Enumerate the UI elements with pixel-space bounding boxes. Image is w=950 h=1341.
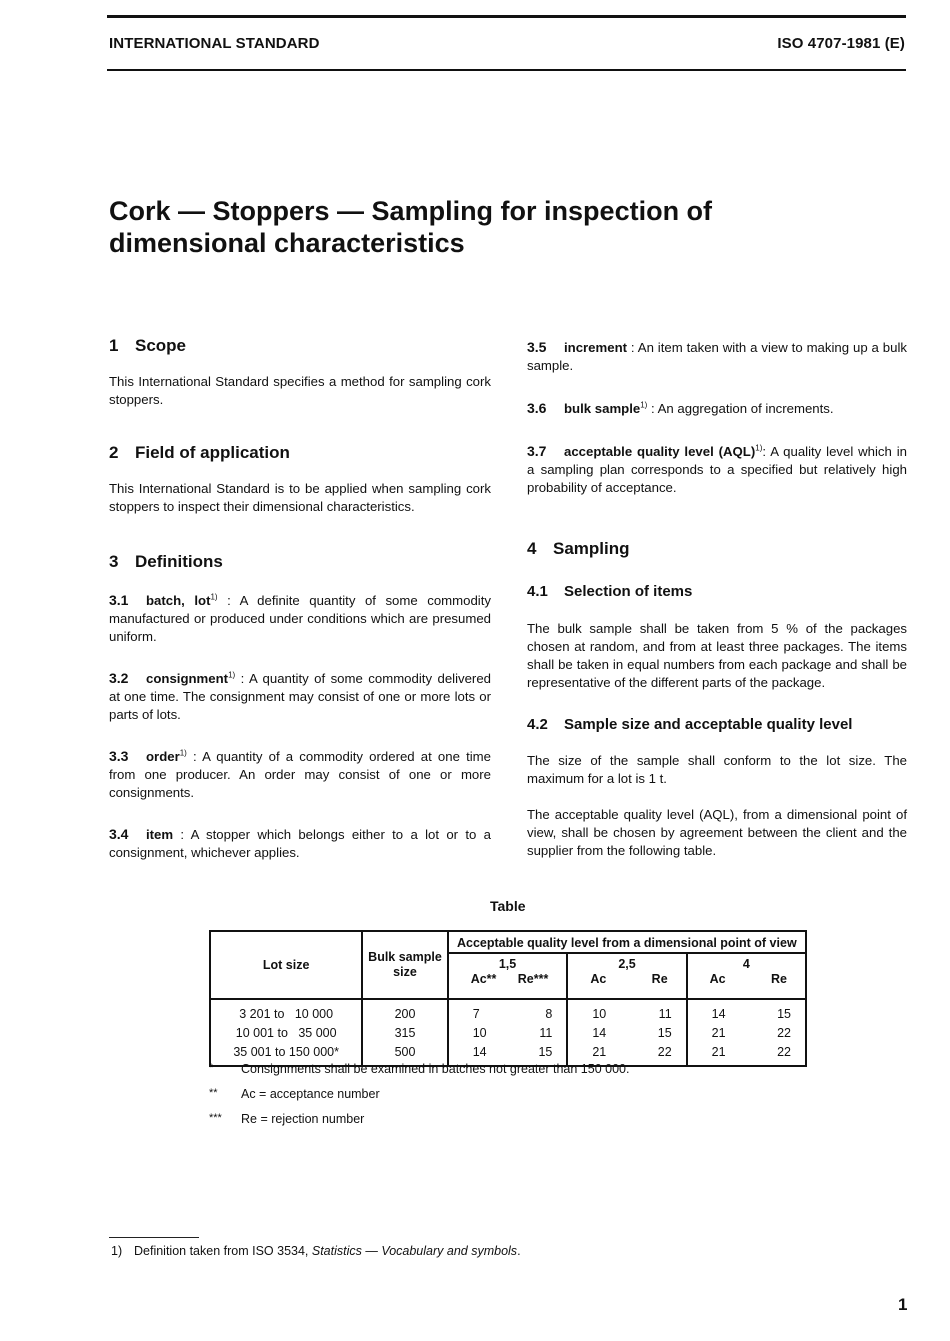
table-notes bbox=[209, 1062, 629, 1137]
footnote-ref: 1) bbox=[755, 443, 763, 453]
ac-label: Ac bbox=[709, 972, 726, 986]
standard-number: ISO 4707-1981 (E) bbox=[777, 35, 905, 52]
lot-size-column bbox=[210, 999, 362, 1066]
section-title: Scope bbox=[135, 336, 187, 355]
definition-number: 3.2 bbox=[109, 670, 129, 686]
footnote-text: Definition taken from ISO 3534, bbox=[134, 1244, 312, 1258]
definition-text: : A stopper which belongs either to a lot or to a consignment, whichever applies. bbox=[109, 827, 491, 860]
table-caption: Table bbox=[490, 898, 526, 914]
level-2-5-column bbox=[567, 999, 686, 1066]
footnote-ref: 1) bbox=[228, 670, 236, 680]
definition-text: : A quantity of some commodity delivered at one time. The consignment may consist of one or more lots or parts of lots. bbox=[109, 671, 491, 722]
right-column bbox=[527, 338, 907, 860]
footnote-ref: 1) bbox=[179, 748, 187, 758]
definition-3-5 bbox=[527, 338, 907, 375]
re-label: Re bbox=[651, 972, 668, 986]
definition-term: consignment bbox=[146, 671, 229, 686]
table-cell: 14 bbox=[711, 1007, 726, 1021]
table-note bbox=[209, 1087, 629, 1112]
table-cell: 8 bbox=[545, 1007, 553, 1021]
definition-3-3 bbox=[109, 747, 491, 802]
selection-of-items-text: The bulk sample shall be taken from 5 % of the packages chosen at random, and from at least three packages. The items shall be taken in equal numbers from each package and shall be representative of the different parts of the package. bbox=[527, 621, 907, 690]
footnote-end: . bbox=[517, 1244, 521, 1258]
definition-text: : A definite quantity of some commodity manufactured or produced under conditions which are presumed uniform. bbox=[109, 593, 491, 644]
table-cell: 21 bbox=[711, 1026, 726, 1040]
scope-text: This International Standard specifies a method for sampling cork stoppers. bbox=[109, 374, 491, 407]
note-text: Consignments shall be examined in batches not greater than 150 000. bbox=[241, 1062, 630, 1076]
note-text: Ac = acceptance number bbox=[241, 1087, 380, 1101]
subsection-heading-4-2 bbox=[527, 716, 907, 734]
definition-3-2 bbox=[109, 669, 491, 724]
re-label: Re bbox=[771, 972, 787, 986]
document-type-label: INTERNATIONAL STANDARD bbox=[109, 35, 320, 52]
definition-3-4 bbox=[109, 825, 491, 862]
table-cell: 15 bbox=[657, 1026, 672, 1040]
section-heading-field bbox=[109, 443, 491, 463]
definition-number: 3.5 bbox=[527, 339, 547, 355]
definition-number: 3.7 bbox=[527, 443, 547, 459]
definition-term: item bbox=[146, 827, 174, 842]
header-level-4 bbox=[687, 953, 806, 999]
section-title: Sampling bbox=[553, 539, 630, 558]
re-label: Re*** bbox=[517, 972, 549, 986]
table-cell: 22 bbox=[657, 1045, 672, 1059]
table-cell: 11 bbox=[658, 1007, 672, 1021]
footnote-marker: 1) bbox=[111, 1244, 123, 1258]
table-cell: 7 bbox=[472, 1007, 480, 1021]
section-number: 4 bbox=[527, 539, 537, 558]
definition-term: acceptable quality level (AQL) bbox=[564, 444, 756, 459]
footnote bbox=[111, 1244, 521, 1258]
section-title: Field of application bbox=[135, 443, 290, 462]
table-cell: 14 bbox=[472, 1045, 487, 1059]
table-cell: 200 bbox=[394, 1007, 416, 1021]
definition-term: bulk sample bbox=[564, 401, 641, 416]
header-level-2-5 bbox=[567, 953, 686, 999]
level-1-5-column bbox=[448, 999, 568, 1066]
definition-text: : A quantity of a commodity ordered at one time from one producer. An order may consist of one or more consignments. bbox=[109, 749, 491, 800]
table-cell: 10 bbox=[592, 1007, 607, 1021]
note-marker: * bbox=[209, 1062, 214, 1074]
subsection-number: 4.1 bbox=[527, 583, 548, 600]
level-4-column bbox=[687, 999, 806, 1066]
level-value: 2,5 bbox=[618, 957, 636, 971]
ac-label: Ac bbox=[590, 972, 607, 986]
table-cell: 10 001 to 35 000 bbox=[235, 1026, 337, 1040]
definition-number: 3.4 bbox=[109, 826, 129, 842]
section-number: 1 bbox=[109, 336, 119, 355]
section-heading-scope bbox=[109, 336, 491, 356]
subsection-title: Sample size and acceptable quality level bbox=[564, 716, 853, 733]
note-marker: *** bbox=[209, 1112, 222, 1124]
table-cell: 21 bbox=[711, 1045, 726, 1059]
note-marker: ** bbox=[209, 1087, 218, 1099]
table-cell: 35 001 to 150 000* bbox=[233, 1045, 339, 1059]
section-title: Definitions bbox=[135, 552, 223, 571]
definition-term: increment bbox=[564, 340, 628, 355]
header-level-1-5 bbox=[448, 953, 568, 999]
table-cell: 22 bbox=[777, 1045, 791, 1059]
definition-number: 3.1 bbox=[109, 592, 129, 608]
definition-3-1 bbox=[109, 591, 491, 646]
page-number: 1 bbox=[898, 1295, 908, 1314]
definition-number: 3.3 bbox=[109, 748, 129, 764]
header-lot-size: Lot size bbox=[210, 931, 362, 999]
table-note bbox=[209, 1062, 629, 1087]
aql-table bbox=[209, 930, 807, 1067]
table-note bbox=[209, 1112, 629, 1137]
table-cell: 15 bbox=[777, 1007, 791, 1021]
table-cell: 14 bbox=[592, 1026, 607, 1040]
section-number: 2 bbox=[109, 443, 119, 462]
definition-text: : An aggregation of increments. bbox=[647, 401, 834, 416]
ac-label: Ac** bbox=[470, 972, 497, 986]
table-cell: 315 bbox=[394, 1026, 416, 1040]
header-aql: Acceptable quality level from a dimensional point of view bbox=[448, 931, 806, 953]
subsection-number: 4.2 bbox=[527, 716, 548, 733]
table-cell: 3 201 to 10 000 bbox=[239, 1007, 334, 1021]
section-heading-sampling bbox=[527, 539, 907, 559]
subsection-heading-4-1 bbox=[527, 583, 907, 601]
definition-term: order bbox=[146, 749, 180, 764]
definition-3-6 bbox=[527, 399, 907, 418]
document-title: Cork — Stoppers — Sampling for inspection of dimensional characteristics bbox=[109, 196, 713, 258]
definition-number: 3.6 bbox=[527, 400, 547, 416]
table-cell: 21 bbox=[592, 1045, 607, 1059]
table-cell: 10 bbox=[472, 1026, 487, 1040]
subsection-title: Selection of items bbox=[564, 583, 693, 600]
level-value: 4 bbox=[742, 957, 750, 971]
header-rule-top bbox=[107, 15, 906, 18]
definition-text: : An item taken with a view to making up a bulk sample. bbox=[527, 340, 907, 373]
table-cell: 22 bbox=[777, 1026, 791, 1040]
definition-term: batch, lot bbox=[146, 593, 211, 608]
left-column bbox=[109, 336, 491, 862]
footnote-reference-title: Statistics — Vocabulary and symbols bbox=[311, 1244, 518, 1258]
footnote-ref: 1) bbox=[210, 592, 218, 602]
table-cell: 500 bbox=[394, 1045, 416, 1059]
bulk-size-column bbox=[362, 999, 447, 1066]
footnote-rule bbox=[109, 1237, 199, 1238]
note-text: Re = rejection number bbox=[241, 1112, 365, 1126]
definition-text: : A quality level which in a sampling plan corresponds to a specified but relatively high probability of acceptance. bbox=[527, 444, 907, 495]
table-cell: 11 bbox=[539, 1026, 553, 1040]
definition-3-7 bbox=[527, 442, 907, 497]
level-value: 1,5 bbox=[498, 957, 517, 971]
section-number: 3 bbox=[109, 552, 119, 571]
table-cell: 15 bbox=[538, 1045, 553, 1059]
header-bulk-sample-size: Bulk sample size bbox=[362, 931, 447, 999]
section-heading-definitions bbox=[109, 552, 491, 572]
sample-size-text: The size of the sample shall conform to the lot size. The maximum for a lot is 1 t. bbox=[527, 753, 907, 786]
field-text: This International Standard is to be applied when sampling cork stoppers to inspect their dimensional characteristics. bbox=[109, 481, 491, 514]
header-rule-bottom bbox=[107, 69, 906, 71]
footnote-ref: 1) bbox=[640, 400, 648, 410]
aql-text: The acceptable quality level (AQL), from a dimensional point of view, shall be chosen by agreement between the client and the supplier from the following table. bbox=[527, 807, 907, 858]
